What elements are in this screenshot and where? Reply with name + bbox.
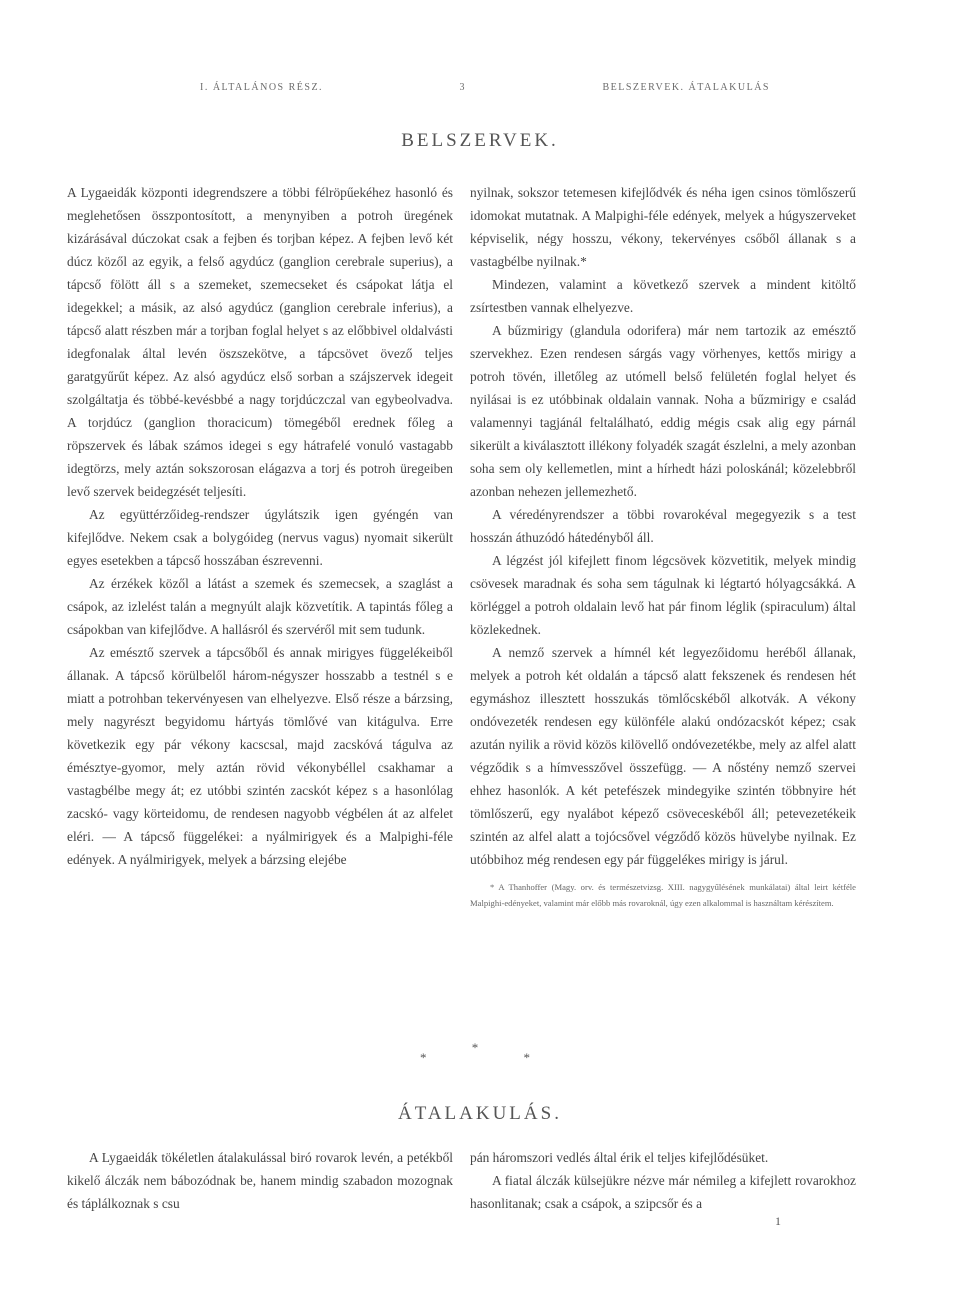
section-separator xyxy=(420,1040,530,1066)
page-number: 3 xyxy=(459,82,467,93)
paragraph: Mindezen, valamint a következő szervek a mindent kitöltő zsírtestben vannak elhelyezve. xyxy=(470,277,856,315)
paragraph: A bűzmirigy (glandula odorifera) már nem tartozik az emésztő szervekhez. Ezen rendesen sárgás vagy vörhenyes, kettős mirigy a potroh tövén, illetőleg az utómell belső felületén foglal helyet és nyilásai is ez utóbbinak oldalain vannak. Noha a bűzmirigy e család valamennyi tagjánál feltalálható, eddig mégis csak alig egy párnál sikerült a kiválasztott illékony folyadék szagát észlelni, a mely azonban soha sem oly kellemetlen, mint a hírhedt házi poloskánál; közelebbről azonban nehezen jellemezhető. xyxy=(470,323,856,499)
paragraph: Az érzékek közől a látást a szemek és szemecsek, a szaglást a csápok, az izlelést talán a megnyúlt alajk közvetítik. A tapintás főleg a csápokban van kifejlődve. A hallásról és szervéről mit sem tudunk. xyxy=(67,576,453,637)
paragraph: Az emésztő szervek a tápcsőből és annak mirigyes függelékeiből állanak. A tápcső körülbelől három-négyszer hosszabb a testnél s e miatt a potrohban tekervényesen van elhelyezve. Első része a bárzsing, mely nagyrészt begyidomu hártyás tömlővé van kitágulva. Erre következik egy pár vékony kacscsal, majd zacskóvá tágulva az émésztye-gyomor, mely aztán rövid vékonybéllel csakhamar a vastagbélbe megy át; ez utóbbi szintén zacskót képez s a hasonlólag zacskó- vagy körteidomu, de rendesen nagyobb végbélen át az alfelet eléri. — A tápcső függelékei: a nyálmirigyek és a Malpighi-féle edények. A nyálmirigyek, melyek a bárzsing elejébe xyxy=(67,645,453,867)
paragraph: A fiatal álczák külsejükre nézve már némileg a kifejlett rovarokhoz hasonlitanak; csak a csápok, a szipcsőr és a xyxy=(470,1173,856,1211)
footnote: * A Thanhoffer (Magy. orv. és természetvizsg. XIII. nagygyűlésének munkálatai) által leirt kétféle Malpighi-edényeket, valamint már előbb más rovaroknál, úgy ezen alkalommal is használtam kérészítem. xyxy=(470,882,856,908)
paragraph: pán háromszori vedlés által érik el teljes kifejlődésüket. xyxy=(470,1150,769,1165)
paragraph: A légzést jól kifejlett finom légcsövek közvetitik, melyek mindig csövesek maradnak és soha sem tágulnak ki légtartó hólyagcsákká. A körléggel a potroh oldalain levő hat pár finom léglik (spiraculum) által közlekednek. xyxy=(470,553,856,637)
running-head xyxy=(200,82,770,93)
paragraph: A Lygaeidák központi idegrendszere a többi félröpűekéhez hasonló és meglehetősen összpontosított, a menynyiben a potroh üregének kizárásával dúczokat csak a fejben és torjban képez. A fejben levő két dúcz közől az egyik, a felső agydúcz (ganglion cerebrale superius), a tápcső fölött áll s a szemeket, szemecseket és csápokat látja el idegekkel; a másik, az alsó agydúcz (ganglion cerebrale inferius), a tápcső alatt részben már a torjban foglal helyet s az előbbivel oldalvásti idegfonalak által levén öszszekötve, a tápcsövet övező teljes garatgyűrűt képez. Az alsó agydúcz első sorban a szájszervek idegeit szolgáltatja és többé-kevésbbé a nagy torjdúczczal van egybeolvadva. A torjdúcz (ganglion thoracicum) tömegéből erednek főleg a röpszervek és lábak számos idegei s egy hátrafelé vonuló vastagabb idegtörzs, mely aztán sokszorosan elágazva a torj és potroh üregeiben levő szervek beidegzését teljesíti. xyxy=(67,185,453,499)
atalakulas-left-column xyxy=(67,1146,453,1215)
separator-star: * xyxy=(420,1050,427,1065)
running-head-right: BELSZERVEK. ÁTALAKULÁS xyxy=(602,82,770,93)
paragraph: A véredényrendszer a többi rovarokéval megegyezik s a test hosszán áthuzódó hátedényből áll. xyxy=(470,507,856,545)
signature-mark: 1 xyxy=(775,1214,781,1228)
atalakulas-right-column xyxy=(470,1146,856,1215)
paragraph: A Lygaeidák tökéletlen átalakulással biró rovarok levén, a petékből kikelő álczák nem bábozódnak be, hanem mindig szabadon mozognak és táplálkoznak s csu xyxy=(67,1150,453,1211)
section-title-belszervek: BELSZERVEK. xyxy=(401,130,559,151)
separator-star: * xyxy=(523,1050,530,1065)
paragraph: Az együttérzőideg-rendszer úgylátszik igen gyéngén van kifejlődve. Nekem csak a bolygóideg (nervus vagus) nyomait sikerült egyes esetekben a tápcső hosszában észrevenni. xyxy=(67,507,453,568)
belszervek-left-column xyxy=(67,181,453,871)
section-title-atalakulas: ÁTALAKULÁS. xyxy=(398,1103,562,1124)
running-head-left: I. ÁLTALÁNOS RÉSZ. xyxy=(200,82,324,93)
paragraph: nyilnak, sokszor tetemesen kifejlődvék és néha igen csinos tömlőszerű idomokat mutatnak. A Malpighi-féle edények, melyek a húgyszerveket képviselik, négy hosszu, vékony, tekervényes csőből állanak s a vastagbélbe nyilnak.* xyxy=(470,185,856,269)
belszervek-right-column xyxy=(470,181,856,911)
paragraph: A nemző szervek a hímnél két legyezőidomu heréből állanak, melyek a potroh két oldalán a tápcső alatt fekszenek és rendesen hét egymáshoz illesztett hosszukás tömlőcskéből alkotvák. A vékony ondóvezeték rendesen egy különféle alakú ondózacskót képez; csak azután nyilik a rövid közös kilövellő ondóvezetékbe, mely az alfel alatt végződik s a hímvesszővel összefügg. — A nőstény nemző szervei ehhez hasonlók. A két petefészek mindegyike szintén többnyire hét tömlőszerű, egy nyalábot képező csöveceskéből áll; petevezetékeik szintén az alfel alatt a tojócsővel végződő közös hüvelybe nyilnak. Ez utóbbihoz még rendesen egy pár függelékes mirigy is járul. xyxy=(470,645,856,867)
separator-star: * xyxy=(471,1040,479,1055)
